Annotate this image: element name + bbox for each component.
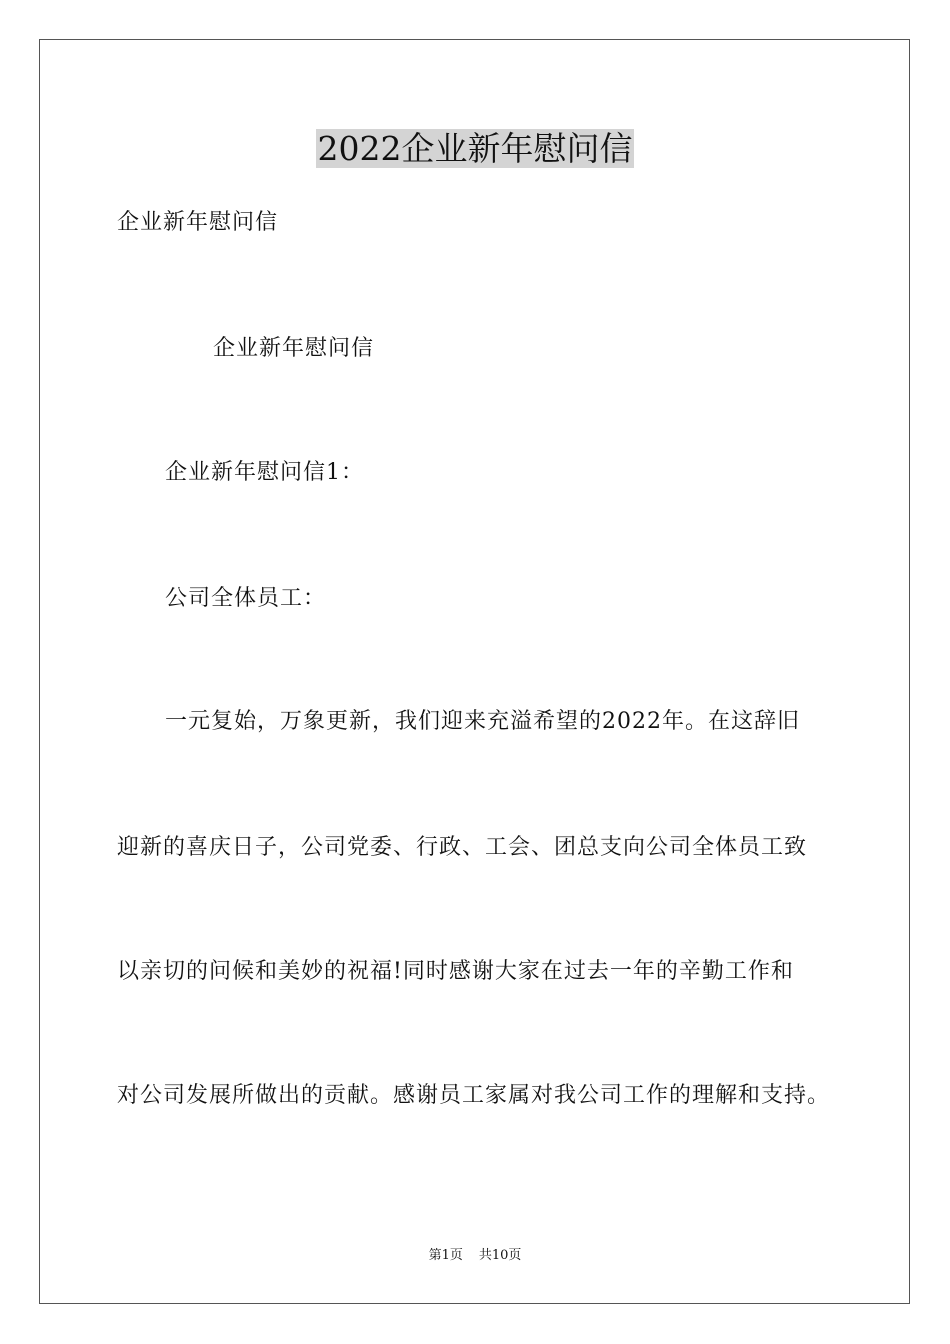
page-total: 共10页 bbox=[478, 1248, 522, 1263]
letter-number-line: 企业新年慰问信1： bbox=[165, 460, 364, 485]
body-paragraph-line: 一元复始，万象更新，我们迎来充溢希望的2022年。在这辞旧 bbox=[165, 709, 800, 734]
page-footer bbox=[0, 1247, 950, 1265]
document-title: 2022企业新年慰问信 bbox=[317, 129, 633, 168]
page-number: 第1页 bbox=[428, 1248, 463, 1263]
body-paragraph-line: 对公司发展所做出的贡献。感谢员工家属对我公司工作的理解和支持。 bbox=[117, 1083, 831, 1108]
subtitle-line: 企业新年慰问信 bbox=[117, 210, 279, 235]
body-paragraph-line: 迎新的喜庆日子，公司党委、行政、工会、团总支向公司全体员工致 bbox=[117, 835, 808, 860]
heading-line: 企业新年慰问信 bbox=[213, 336, 375, 361]
salutation-line: 公司全体员工： bbox=[165, 586, 327, 611]
document-title-row bbox=[0, 126, 950, 172]
body-paragraph-line: 以亲切的问候和美妙的祝福!同时感谢大家在过去一年的辛勤工作和 bbox=[117, 959, 794, 984]
